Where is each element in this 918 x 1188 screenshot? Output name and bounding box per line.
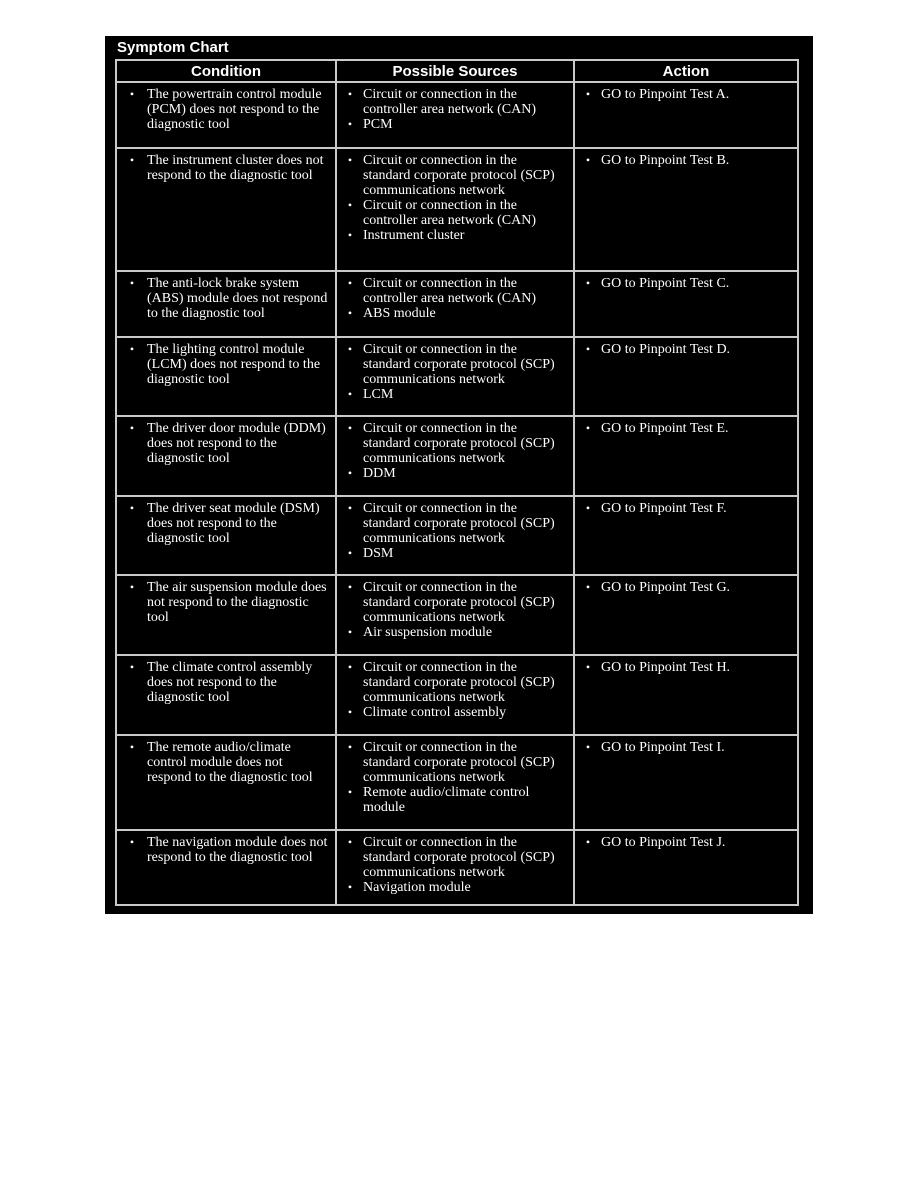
list-item: [337, 835, 567, 880]
bullet-icon: •: [347, 625, 353, 639]
list-item: [575, 660, 791, 675]
list-item: [575, 580, 791, 595]
action-cell: [574, 735, 798, 830]
condition-cell: [116, 830, 336, 905]
bullet-icon: •: [347, 198, 353, 212]
header-possible-sources: Possible Sources: [336, 60, 574, 82]
list-item: [117, 660, 329, 705]
list-item-text: DSM: [363, 546, 394, 561]
sources-cell: [336, 655, 574, 735]
list-item-text: GO to Pinpoint Test G.: [601, 580, 731, 595]
list-item-text: GO to Pinpoint Test F.: [601, 501, 727, 516]
list-item-text: GO to Pinpoint Test A.: [601, 87, 730, 102]
bullet-icon: •: [585, 87, 591, 101]
list-item-text: Circuit or connection in the standard corporate protocol (SCP) communications network: [363, 342, 555, 387]
list-item: [337, 387, 567, 402]
bullet-icon: •: [585, 580, 591, 594]
list-item: [117, 87, 329, 132]
sources-cell: [336, 337, 574, 416]
list-item: [337, 625, 567, 640]
list-item-text: Remote audio/climate control module: [363, 785, 530, 815]
list-item: [337, 705, 567, 720]
condition-cell: [116, 416, 336, 496]
document-block: [105, 36, 813, 914]
bullet-icon: •: [347, 276, 353, 290]
table-row: [116, 830, 798, 905]
bullet-icon: •: [347, 306, 353, 320]
list-item: [337, 501, 567, 546]
action-cell: [574, 271, 798, 337]
list-item-text: Circuit or connection in the controller area network (CAN): [363, 87, 536, 117]
list-item-text: GO to Pinpoint Test C.: [601, 276, 730, 291]
action-cell: [574, 655, 798, 735]
list-item-text: GO to Pinpoint Test J.: [601, 835, 726, 850]
bullet-icon: •: [347, 466, 353, 480]
sources-cell: [336, 82, 574, 148]
sources-cell: [336, 830, 574, 905]
table-row: [116, 575, 798, 655]
bullet-icon: •: [347, 117, 353, 131]
bullet-icon: •: [129, 660, 135, 674]
bullet-icon: •: [129, 740, 135, 754]
list-item: [337, 466, 567, 481]
table-row: [116, 655, 798, 735]
action-cell: [574, 148, 798, 271]
bullet-icon: •: [347, 153, 353, 167]
list-item: [337, 228, 567, 243]
list-item: [337, 660, 567, 705]
list-item: [337, 740, 567, 785]
list-item-text: Circuit or connection in the controller area network (CAN): [363, 198, 536, 228]
list-item: [117, 580, 329, 625]
symptom-table: [115, 59, 799, 906]
list-item: [575, 87, 791, 102]
list-item-text: The driver seat module (DSM) does not respond to the diagnostic tool: [147, 501, 320, 546]
condition-cell: [116, 575, 336, 655]
list-item: [575, 421, 791, 436]
sources-cell: [336, 575, 574, 655]
table-row: [116, 148, 798, 271]
bullet-icon: •: [129, 835, 135, 849]
list-item-text: GO to Pinpoint Test D.: [601, 342, 731, 357]
table-row: [116, 416, 798, 496]
list-item-text: The anti-lock brake system (ABS) module does not respond to the diagnostic tool: [147, 276, 328, 321]
bullet-icon: •: [129, 421, 135, 435]
list-item-text: GO to Pinpoint Test H.: [601, 660, 731, 675]
list-item: [575, 276, 791, 291]
bullet-icon: •: [129, 342, 135, 356]
list-item-text: Climate control assembly: [363, 705, 507, 720]
list-item: [337, 306, 567, 321]
bullet-icon: •: [129, 501, 135, 515]
list-item: [337, 546, 567, 561]
list-item-text: Circuit or connection in the standard corporate protocol (SCP) communications network: [363, 501, 555, 546]
list-item: [575, 342, 791, 357]
list-item: [575, 835, 791, 850]
list-item-text: Circuit or connection in the standard corporate protocol (SCP) communications network: [363, 580, 555, 625]
condition-cell: [116, 148, 336, 271]
list-item: [337, 580, 567, 625]
list-item-text: ABS module: [363, 306, 436, 321]
table-row: [116, 271, 798, 337]
condition-cell: [116, 496, 336, 575]
list-item: [337, 342, 567, 387]
list-item-text: GO to Pinpoint Test B.: [601, 153, 730, 168]
list-item-text: GO to Pinpoint Test E.: [601, 421, 729, 436]
list-item: [117, 835, 329, 865]
list-item: [117, 342, 329, 387]
list-item: [337, 117, 567, 132]
action-cell: [574, 575, 798, 655]
bullet-icon: •: [129, 580, 135, 594]
list-item-text: The air suspension module does not respond to the diagnostic tool: [147, 580, 327, 625]
list-item: [337, 153, 567, 198]
list-item: [117, 276, 329, 321]
action-cell: [574, 82, 798, 148]
sources-cell: [336, 496, 574, 575]
bullet-icon: •: [347, 880, 353, 894]
list-item: [337, 87, 567, 117]
list-item-text: Circuit or connection in the controller area network (CAN): [363, 276, 536, 306]
table-row: [116, 735, 798, 830]
list-item: [337, 276, 567, 306]
bullet-icon: •: [347, 740, 353, 754]
list-item-text: The powertrain control module (PCM) does not respond to the diagnostic tool: [147, 87, 322, 132]
list-item: [117, 421, 329, 466]
bullet-icon: •: [347, 785, 353, 799]
bullet-icon: •: [347, 660, 353, 674]
list-item-text: LCM: [363, 387, 394, 402]
bullet-icon: •: [347, 705, 353, 719]
bullet-icon: •: [347, 501, 353, 515]
list-item-text: The remote audio/climate control module does not respond to the diagnostic tool: [147, 740, 313, 785]
list-item-text: The instrument cluster does not respond to the diagnostic tool: [147, 153, 324, 183]
bullet-icon: •: [129, 87, 135, 101]
list-item-text: Circuit or connection in the standard corporate protocol (SCP) communications network: [363, 660, 555, 705]
bullet-icon: •: [129, 153, 135, 167]
table-body: [116, 82, 798, 905]
condition-cell: [116, 337, 336, 416]
bullet-icon: •: [585, 835, 591, 849]
sources-cell: [336, 735, 574, 830]
list-item-text: Circuit or connection in the standard corporate protocol (SCP) communications network: [363, 835, 555, 880]
bullet-icon: •: [585, 153, 591, 167]
condition-cell: [116, 735, 336, 830]
list-item: [117, 153, 329, 183]
bullet-icon: •: [347, 342, 353, 356]
bullet-icon: •: [585, 660, 591, 674]
list-item: [337, 198, 567, 228]
bullet-icon: •: [347, 580, 353, 594]
header-condition: Condition: [116, 60, 336, 82]
condition-cell: [116, 655, 336, 735]
action-cell: [574, 830, 798, 905]
bullet-icon: •: [129, 276, 135, 290]
bullet-icon: •: [347, 87, 353, 101]
sources-cell: [336, 416, 574, 496]
condition-cell: [116, 82, 336, 148]
bullet-icon: •: [347, 546, 353, 560]
list-item: [337, 785, 567, 815]
page-title: Symptom Chart: [117, 39, 229, 56]
list-item-text: The lighting control module (LCM) does not respond to the diagnostic tool: [147, 342, 321, 387]
bullet-icon: •: [585, 342, 591, 356]
action-cell: [574, 496, 798, 575]
condition-cell: [116, 271, 336, 337]
list-item-text: The driver door module (DDM) does not respond to the diagnostic tool: [147, 421, 326, 466]
bullet-icon: •: [585, 421, 591, 435]
table-row: [116, 337, 798, 416]
list-item: [337, 421, 567, 466]
list-item-text: Navigation module: [363, 880, 471, 895]
bullet-icon: •: [347, 835, 353, 849]
list-item-text: Instrument cluster: [363, 228, 465, 243]
list-item-text: The climate control assembly does not respond to the diagnostic tool: [147, 660, 313, 705]
sources-cell: [336, 271, 574, 337]
list-item: [575, 740, 791, 755]
list-item-text: PCM: [363, 117, 393, 132]
bullet-icon: •: [347, 421, 353, 435]
list-item: [117, 740, 329, 785]
list-item: [117, 501, 329, 546]
list-item-text: DDM: [363, 466, 396, 481]
bullet-icon: •: [585, 740, 591, 754]
list-item: [575, 153, 791, 168]
sources-cell: [336, 148, 574, 271]
list-item-text: Circuit or connection in the standard corporate protocol (SCP) communications network: [363, 153, 555, 198]
action-cell: [574, 337, 798, 416]
bullet-icon: •: [585, 276, 591, 290]
bullet-icon: •: [585, 501, 591, 515]
list-item-text: Air suspension module: [363, 625, 493, 640]
list-item-text: GO to Pinpoint Test I.: [601, 740, 725, 755]
list-item-text: Circuit or connection in the standard corporate protocol (SCP) communications network: [363, 421, 555, 466]
header-action: Action: [574, 60, 798, 82]
table-row: [116, 496, 798, 575]
list-item-text: Circuit or connection in the standard corporate protocol (SCP) communications network: [363, 740, 555, 785]
list-item: [337, 880, 567, 895]
table-row: [116, 82, 798, 148]
bullet-icon: •: [347, 387, 353, 401]
list-item: [575, 501, 791, 516]
header-row: [116, 60, 798, 82]
bullet-icon: •: [347, 228, 353, 242]
action-cell: [574, 416, 798, 496]
list-item-text: The navigation module does not respond to the diagnostic tool: [147, 835, 328, 865]
